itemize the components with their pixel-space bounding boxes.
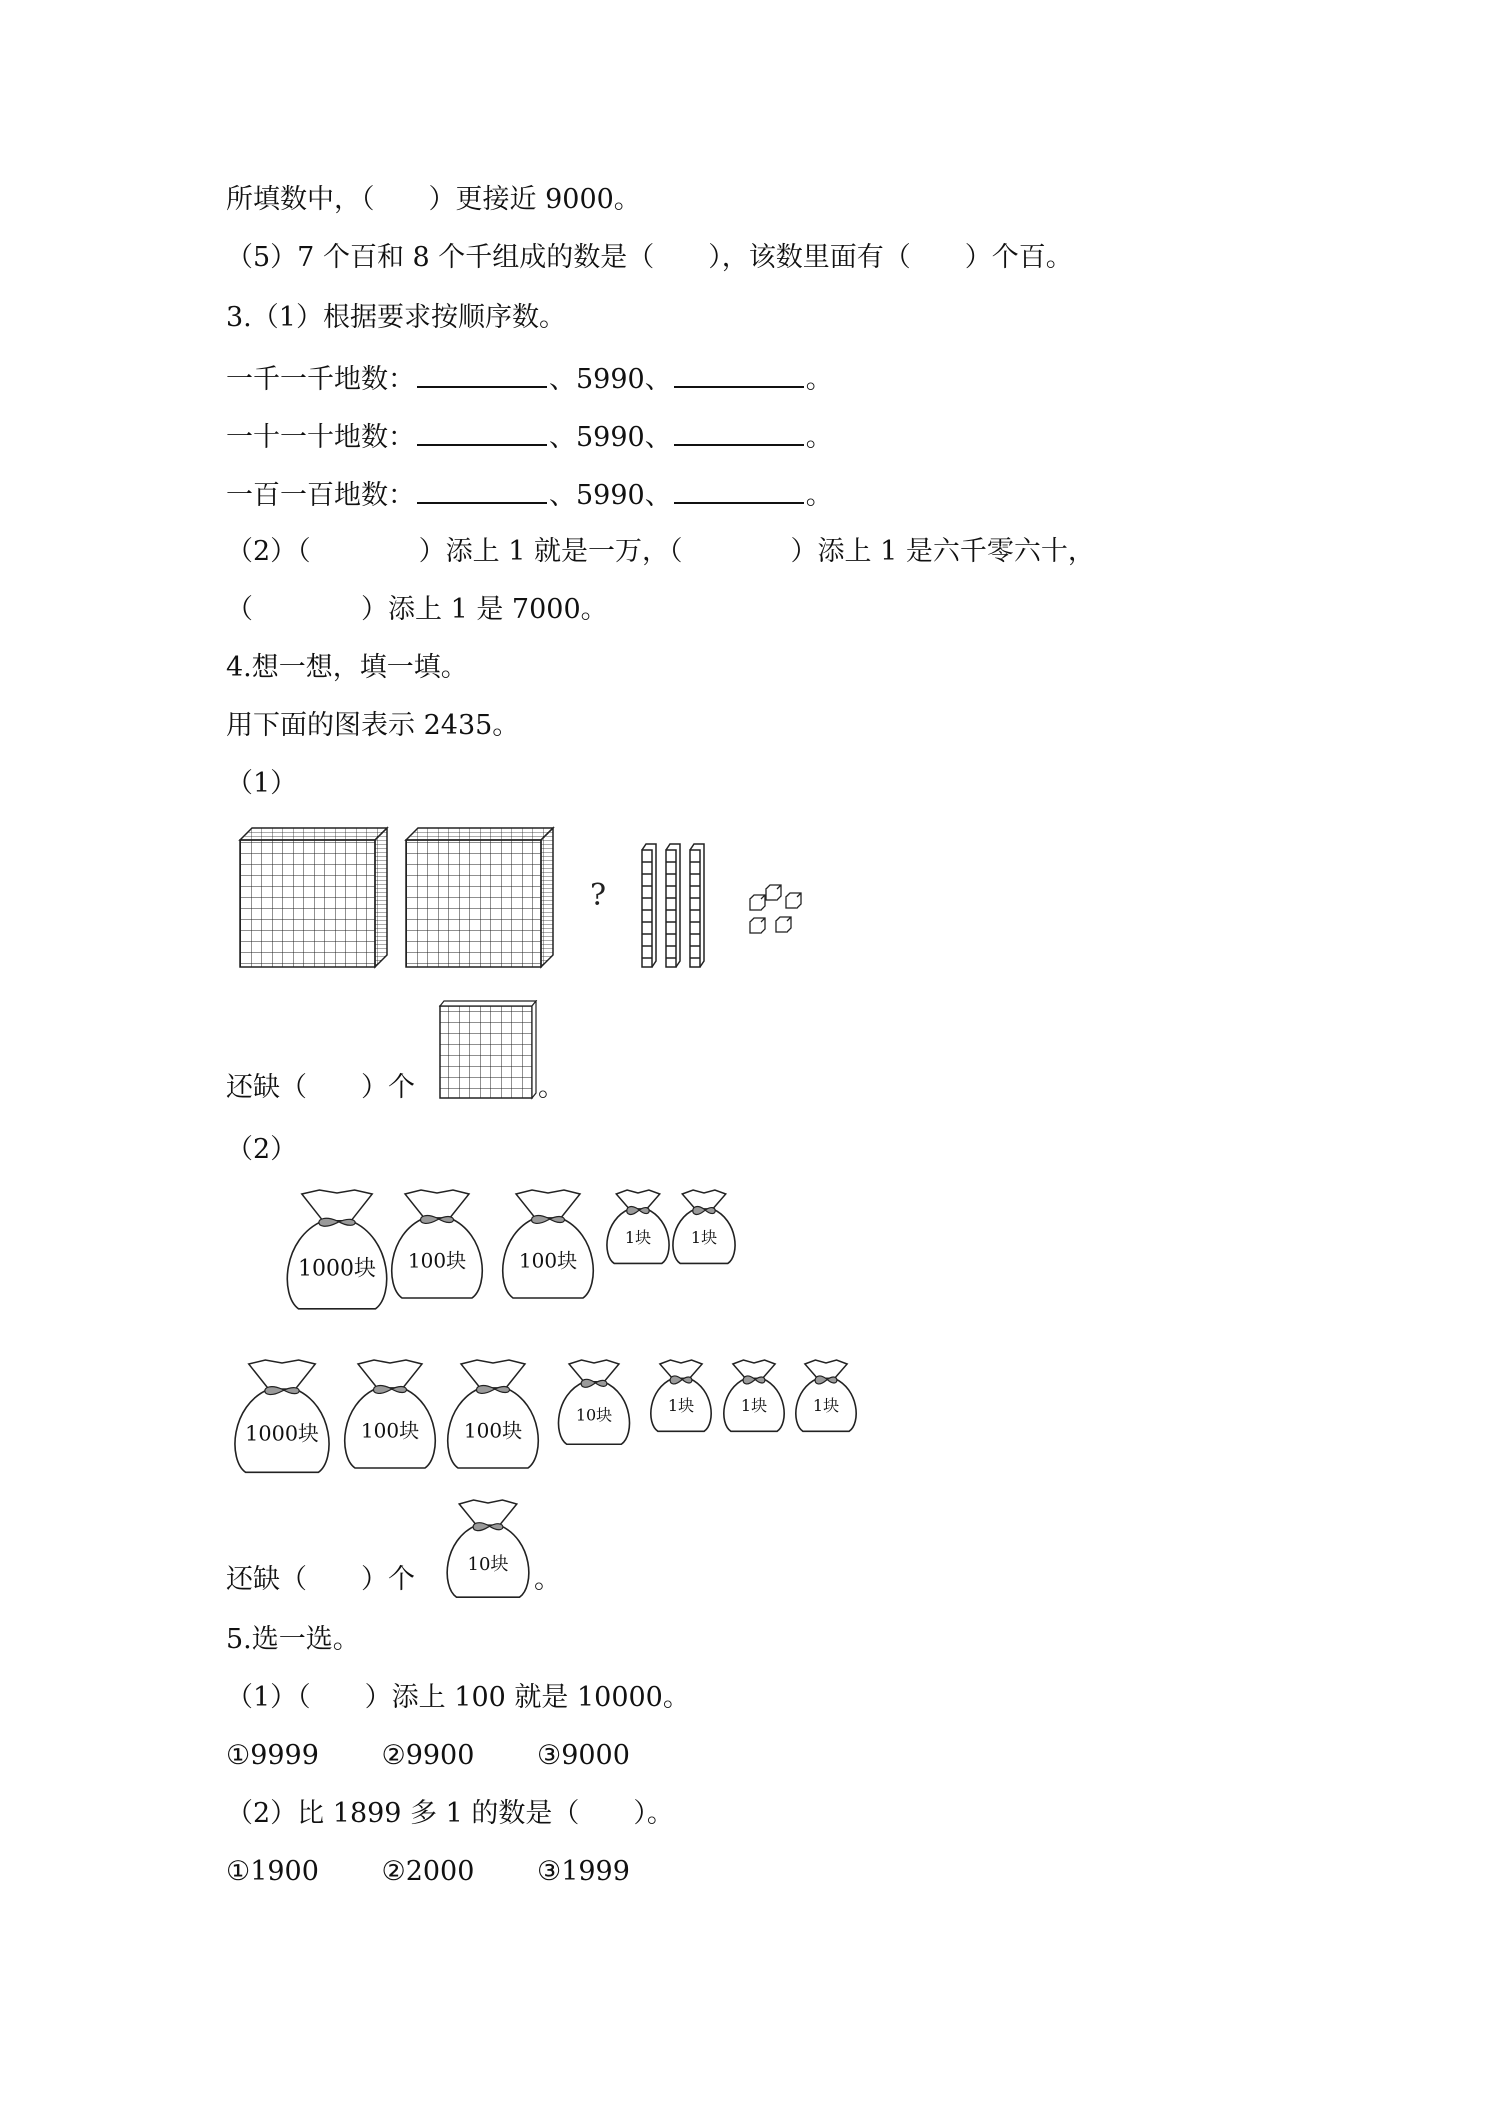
question-5-title: 5.选一选。 (226, 1624, 360, 1655)
money-bag-label: 1块 (667, 1396, 695, 1416)
question-4-2-label: （2） (226, 1134, 298, 1165)
q3-end: 。 (805, 480, 833, 511)
q4-2-answer-prefix: 还缺（ ）个 (226, 1564, 415, 1595)
question-4-subtitle: 用下面的图表示 2435。 (226, 710, 520, 741)
question-3-2-line2: （ ）添上 1 是 7000。 (226, 594, 608, 625)
q4-1-answer-suffix: 。 (538, 1072, 565, 1103)
money-bag-icon (559, 1360, 630, 1444)
money-bag-label: 1000块 (298, 1256, 376, 1282)
money-bag-icon (235, 1360, 329, 1472)
thousand-cube-icon (406, 828, 553, 967)
money-bag-label: 10块 (467, 1553, 509, 1575)
q3-mid: 、5990、 (549, 422, 672, 453)
question-4-title: 4.想一想，填一填。 (226, 652, 468, 683)
question-3-title: 3.（1）根据要求按顺序数。 (226, 302, 566, 333)
answer-blank[interactable] (417, 360, 547, 388)
q4-1-answer-prefix: 还缺（ ）个 (226, 1072, 415, 1103)
question-4-1-label: （1） (226, 768, 298, 799)
answer-blank[interactable] (417, 418, 547, 446)
money-bag-label: 100块 (463, 1418, 523, 1443)
base-ten-blocks-figure (230, 820, 830, 970)
money-bag-icon (448, 1360, 539, 1468)
money-bag-label: 1000块 (245, 1421, 319, 1446)
question-5-1-options: ①9999 ②9900 ③9000 (226, 1740, 630, 1771)
money-bag-icon (503, 1190, 594, 1298)
q3-end: 。 (805, 364, 833, 395)
money-bag-icon (287, 1190, 386, 1309)
text-line: 所填数中，（ ）更接近 9000。 (226, 184, 641, 215)
q4-2-answer (226, 1562, 415, 1598)
q3-label: 一十一十地数： (226, 422, 415, 453)
money-bag-label: 100块 (360, 1418, 420, 1443)
answer-blank[interactable] (674, 418, 804, 446)
money-bag-label: 1块 (690, 1227, 718, 1247)
money-bag-icon (607, 1190, 669, 1263)
q4-2-answer-suffix: 。 (534, 1564, 561, 1595)
q3-end: 。 (805, 422, 833, 453)
money-bag-icon (345, 1360, 436, 1468)
money-bag-icon (796, 1360, 856, 1431)
q3-count-tens (226, 418, 833, 456)
money-bag-icon (651, 1360, 711, 1431)
money-bag-label: 1块 (812, 1396, 840, 1416)
ten-rods-icon (642, 844, 704, 967)
question-3-2-line1: （2）（ ）添上 1 就是一万，（ ）添上 1 是六千零六十， (226, 536, 1095, 567)
money-bag-label: 1块 (624, 1227, 652, 1247)
hundred-flat-icon (438, 1000, 538, 1100)
question-5-2-options: ①1900 ②2000 ③1999 (226, 1856, 630, 1887)
q3-count-thousands (226, 360, 833, 398)
money-bag-label: 100块 (407, 1248, 467, 1273)
q3-label: 一千一千地数： (226, 364, 415, 395)
question-mark: ? (590, 878, 607, 913)
money-bag-icon (724, 1360, 784, 1431)
question-5-1: （1）（ ）添上 100 就是 10000。 (226, 1682, 690, 1713)
money-bag-label: 10块 (575, 1405, 613, 1425)
thousand-cube-icon (240, 828, 387, 967)
answer-blank[interactable] (417, 476, 547, 504)
answer-blank[interactable] (674, 476, 804, 504)
q3-label: 一百一百地数： (226, 480, 415, 511)
money-bags-figure (226, 1180, 906, 1480)
unit-cubes-icon (750, 885, 801, 933)
question-2-5: （5）7 个百和 8 个千组成的数是（ ），该数里面有（ ）个百。 (226, 242, 1073, 273)
money-bag-icon (447, 1500, 529, 1597)
answer-blank[interactable] (674, 360, 804, 388)
money-bag-icon (673, 1190, 735, 1263)
money-bag-icon (392, 1190, 483, 1298)
q3-mid: 、5990、 (549, 364, 672, 395)
money-bag-label: 100块 (518, 1248, 578, 1273)
ten-bag-icon (438, 1492, 538, 1602)
q3-mid: 、5990、 (549, 480, 672, 511)
q3-count-hundreds (226, 476, 833, 514)
money-bag-label: 1块 (740, 1396, 768, 1416)
question-5-2: （2）比 1899 多 1 的数是（ ）。 (226, 1798, 674, 1829)
q4-1-answer (226, 1070, 415, 1106)
